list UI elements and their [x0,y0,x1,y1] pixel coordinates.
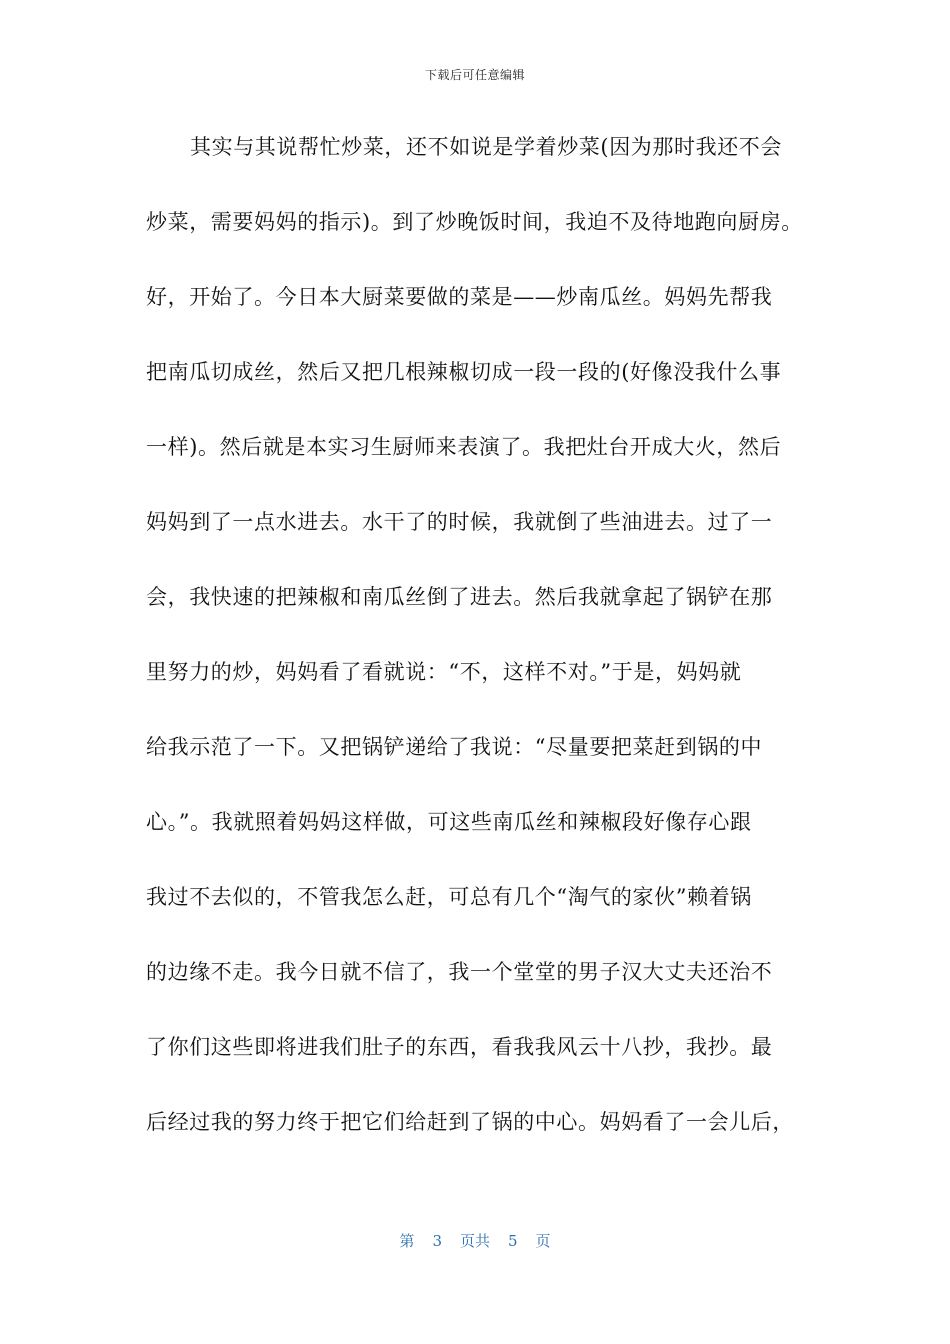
paragraph-line: 心。”。我就照着妈妈这样做，可这些南瓜丝和辣椒段好像存心跟 [146,810,752,834]
paragraph-line: 炒菜，需要妈妈的指示)。到了炒晚饭时间，我迫不及待地跑向厨房。 [146,210,803,234]
paragraph-line: 把南瓜切成丝，然后又把几根辣椒切成一段一段的(好像没我什么事 [146,360,782,384]
footer-label-end: 页 [535,1232,551,1250]
paragraph-line: 一样)。然后就是本实习生厨师来表演了。我把灶台开成大火，然后 [146,435,782,459]
footer-label-of: 页共 [459,1232,490,1250]
paragraph-line: 后经过我的努力终于把它们给赶到了锅的中心。妈妈看了一会儿后， [146,1110,794,1134]
footer-total-pages: 5 [508,1232,518,1250]
body-text [146,124,826,1174]
paragraph-line: 会，我快速的把辣椒和南瓜丝倒了进去。然后我就拿起了锅铲在那 [146,585,773,609]
footer-current-page: 3 [432,1232,442,1250]
paragraph-line: 其实与其说帮忙炒菜，还不如说是学着炒菜(因为那时我还不会 [190,135,782,159]
paragraph-line: 的边缘不走。我今日就不信了，我一个堂堂的男子汉大丈夫还治不 [146,960,773,984]
paragraph-line: 了你们这些即将进我们肚子的东西，看我我风云十八抄，我抄。最 [146,1035,773,1059]
paragraph-line: 妈妈到了一点水进去。水干了的时候，我就倒了些油进去。过了一 [146,510,773,534]
paragraph-line: 里努力的炒，妈妈看了看就说：“不，这样不对。”于是，妈妈就 [146,660,742,684]
page-header: 下载后可任意编辑 [424,68,525,82]
paragraph-line: 我过不去似的，不管我怎么赶，可总有几个“淘气的家伙”赖着锅 [146,885,752,909]
footer-label-page: 第 [399,1232,415,1250]
paragraph-line: 好，开始了。今日本大厨菜要做的菜是——炒南瓜丝。妈妈先帮我 [146,285,773,309]
paragraph-line: 给我示范了一下。又把锅铲递给了我说：“尽量要把菜赶到锅的中 [146,735,763,759]
page-footer [0,1230,950,1251]
